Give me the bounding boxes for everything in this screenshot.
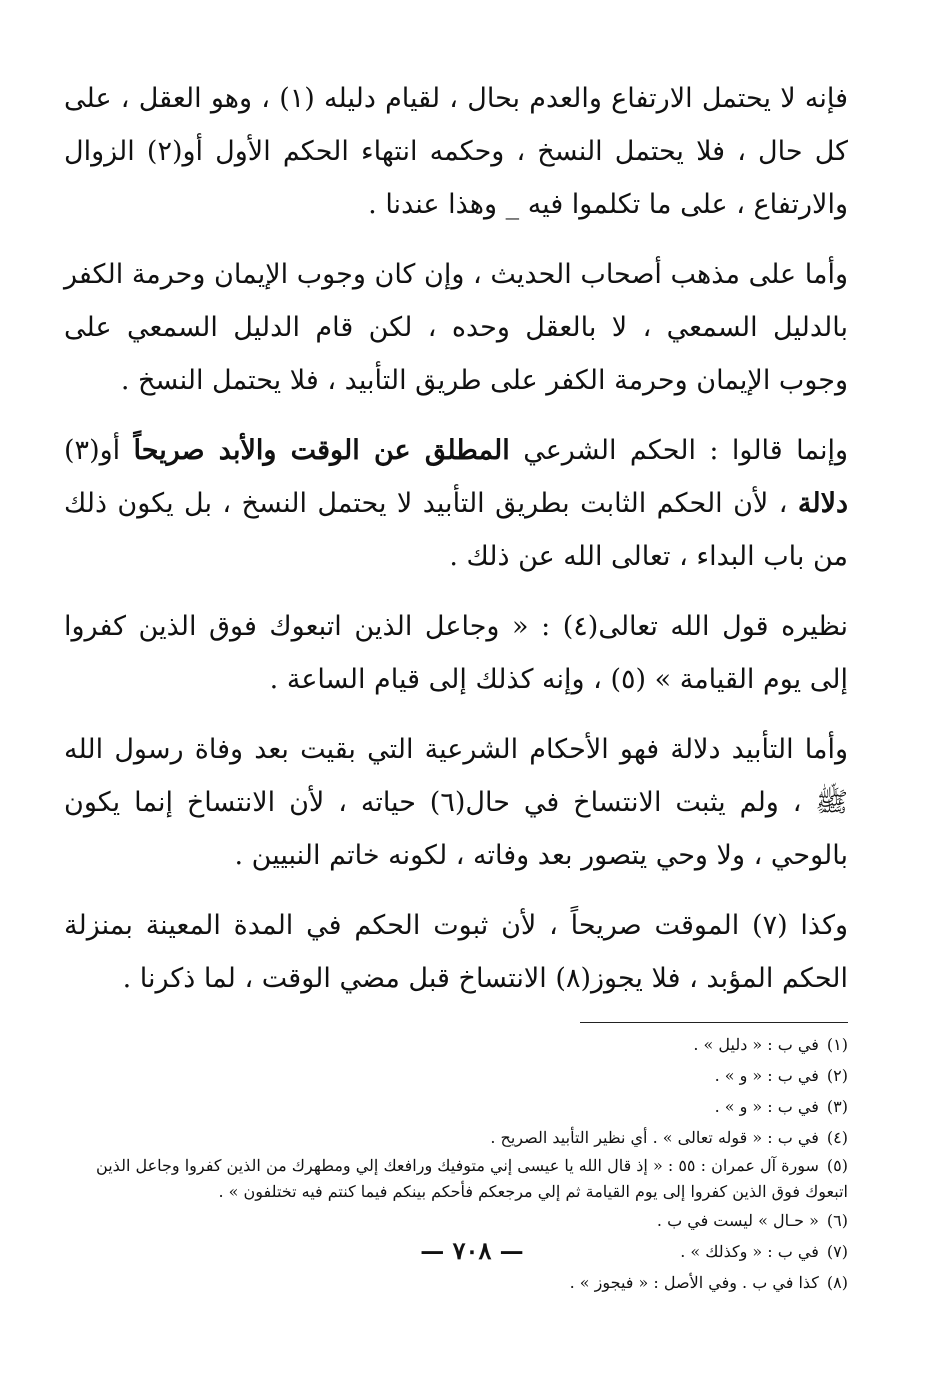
footnote-text: في ب : « قوله تعالى » . أي نظير التأبيد الصريح . [490, 1128, 819, 1147]
footnote-text: في ب : « و » . [714, 1066, 819, 1085]
paragraph-3-after: ، لأن الحكم الثابت بطريق التأبيد لا يحتمل النسخ ، بل يكون ذلك من باب البداء ، تعالى الله عن ذلك . [64, 488, 848, 572]
footnote-text: في ب : « و » . [714, 1097, 819, 1116]
page-number: — ٧٠٨ — [420, 1236, 524, 1265]
footnote-text: في ب : « وكذلك » . [680, 1242, 819, 1261]
footnote-text: في ب : « دليل » . [693, 1035, 819, 1054]
footnote-text: كذا في ب . وفي الأصل : « فيجوز » . [569, 1273, 819, 1292]
body-text [64, 72, 848, 1005]
paragraph-3 [64, 424, 848, 583]
paragraph-3-before: وإنما قالوا : الحكم الشرعي [509, 435, 848, 466]
footnote-number: (٣) [826, 1097, 848, 1116]
paragraph-3-middle: أو(٣) [64, 435, 134, 466]
footnote-text: سورة آل عمران : ٥٥ : « إذ قال الله يا عيسى إني متوفيك ورافعك إلي ومطهرك من الذين كفروا وجاعل الذين اتبعوك فوق الذين كفروا إلى يوم القيامة ثم إلي مرجعكم فأحكم بينكم فيما كنتم فيه تختلفون » . [96, 1156, 848, 1201]
footnote-4 [64, 1122, 848, 1153]
footnote-number: (٨) [826, 1273, 848, 1292]
paragraph-4: نظيره قول الله تعالى(٤) : « وجاعل الذين اتبعوك فوق الذين كفروا إلى يوم القيامة » (٥) ، وإنه كذلك إلى قيام الساعة . [64, 611, 848, 695]
footnote-6 [64, 1205, 848, 1236]
footnote-1 [64, 1029, 848, 1060]
paragraph-6: وكذا (٧) الموقت صريحاً ، لأن ثبوت الحكم في المدة المعينة بمنزلة الحكم المؤبد ، فلا يجوز(٨) الانتساخ قبل مضي الوقت ، لما ذكرنا . [64, 910, 849, 994]
footnote-number: (٦) [826, 1211, 848, 1230]
footnote-8 [64, 1267, 848, 1298]
footnote-text: « حـال » ليست في ب . [656, 1211, 819, 1230]
footnote-number: (٧) [826, 1242, 848, 1261]
footnote-2 [64, 1060, 848, 1091]
paragraph-3-bold-word: دلالة [797, 488, 848, 519]
footnote-number: (١) [826, 1035, 848, 1054]
footnote-3 [64, 1091, 848, 1122]
paragraph-5: وأما التأبيد دلالة فهو الأحكام الشرعية التي بقيت بعد وفاة رسول الله ﷺ ، ولم يثبت الانتساخ في حال(٦) حياته ، لأن الانتساخ إنما يكون بالوحي ، ولا وحي يتصور بعد وفاته ، لكونه خاتم النبيين . [64, 734, 848, 871]
footnote-number: (٥) [826, 1156, 848, 1175]
footnote-number: (٤) [826, 1128, 848, 1147]
footnote-5 [64, 1153, 848, 1205]
paragraph-3-bold-phrase: المطلق عن الوقت والأبد صريحاً [133, 435, 510, 466]
footnote-divider [580, 1022, 848, 1023]
paragraph-1: فإنه لا يحتمل الارتفاع والعدم بحال ، لقيام دليله (١) ، وهو العقل ، على كل حال ، فلا يحتمل النسخ ، وحكمه انتهاء الحكم الأول أو(٢) الزوال والارتفاع ، على ما تكلموا فيه _ وهذا عندنا . [64, 83, 848, 220]
paragraph-2: وأما على مذهب أصحاب الحديث ، وإن كان وجوب الإيمان وحرمة الكفر بالدليل السمعي ، لا بالعقل وحده ، لكن قام الدليل السمعي على وجوب الإيمان وحرمة الكفر على طريق التأبيد ، فلا يحتمل النسخ . [64, 259, 848, 396]
footnote-number: (٢) [826, 1066, 848, 1085]
